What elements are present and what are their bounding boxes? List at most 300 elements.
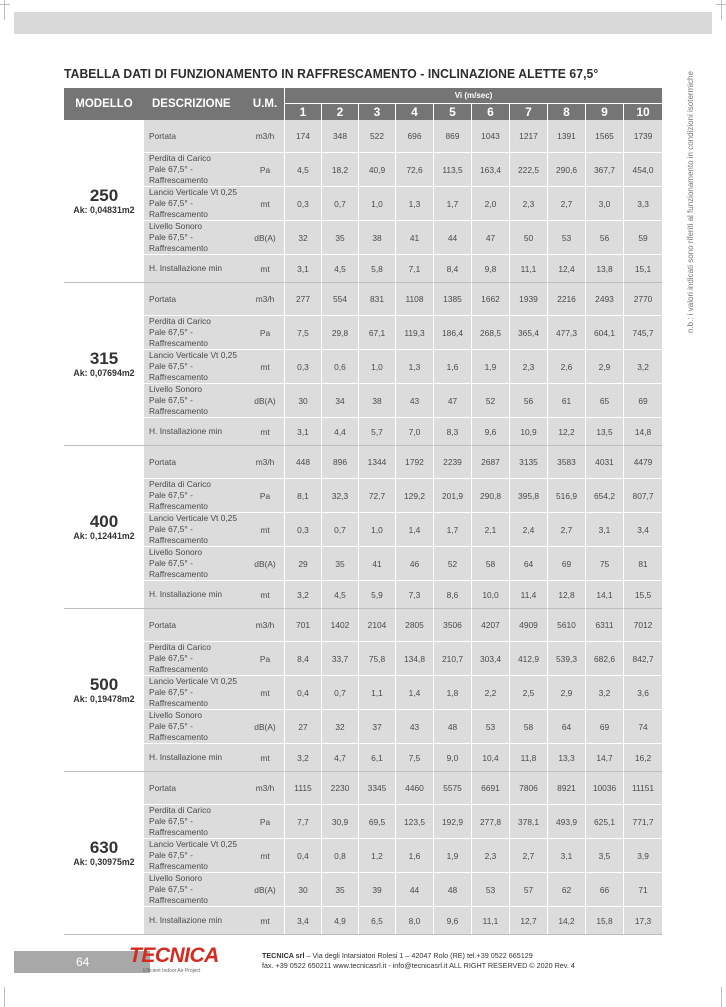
value-cell: 32	[284, 221, 321, 255]
value-cell: 69	[623, 384, 662, 418]
table-row	[64, 676, 662, 710]
row-unit: Pa	[246, 479, 284, 513]
value-cell: 1,6	[433, 350, 471, 384]
value-cell: 0,7	[321, 513, 358, 547]
value-cell: 2770	[623, 283, 662, 316]
value-cell: 13,8	[585, 255, 623, 283]
value-cell: 2493	[585, 283, 623, 316]
value-cell: 4909	[509, 609, 547, 642]
table-row	[64, 120, 662, 153]
value-cell: 1,1	[358, 676, 395, 710]
row-description	[144, 153, 246, 187]
value-cell: 66	[585, 873, 623, 907]
row-description-line2: Pale 67,5° - Raffrescamento	[149, 490, 208, 511]
value-cell: 64	[547, 710, 585, 744]
row-description-line1: Livello Sonoro	[149, 873, 203, 883]
value-cell: 0,7	[321, 676, 358, 710]
value-cell: 290,6	[547, 153, 585, 187]
value-cell: 53	[471, 710, 509, 744]
value-cell: 4,9	[321, 907, 358, 935]
row-description-line1: Livello Sonoro	[149, 547, 203, 557]
value-cell: 0,6	[321, 350, 358, 384]
model-name: 500	[89, 675, 119, 694]
header-vi: Vi (m/sec)	[284, 88, 662, 104]
header-col-1: 1	[284, 104, 321, 120]
value-cell: 2216	[547, 283, 585, 316]
table-row	[64, 316, 662, 350]
table-row	[64, 418, 662, 446]
row-description-line2: Pale 67,5° - Raffrescamento	[149, 395, 208, 416]
value-cell: 11151	[623, 772, 662, 805]
row-description-line1: Lancio Verticale Vt 0,25	[149, 839, 237, 849]
value-cell: 3135	[509, 446, 547, 479]
value-cell: 14,7	[585, 744, 623, 772]
value-cell: 3345	[358, 772, 395, 805]
value-cell: 3,1	[284, 255, 321, 283]
value-cell: 75	[585, 547, 623, 581]
value-cell: 53	[547, 221, 585, 255]
value-cell: 1391	[547, 120, 585, 153]
table-body	[64, 120, 662, 935]
value-cell: 9,6	[471, 418, 509, 446]
row-description-line1: Perdita di Carico	[149, 805, 211, 815]
value-cell: 3,9	[623, 839, 662, 873]
table-row	[64, 839, 662, 873]
value-cell: 33,7	[321, 642, 358, 676]
value-cell: 448	[284, 446, 321, 479]
value-cell: 3,2	[585, 676, 623, 710]
value-cell: 30,9	[321, 805, 358, 839]
value-cell: 1,0	[358, 350, 395, 384]
value-cell: 10,0	[471, 581, 509, 609]
value-cell: 32	[321, 710, 358, 744]
row-unit: mt	[246, 744, 284, 772]
row-description-line2: Pale 67,5° - Raffrescamento	[149, 327, 208, 348]
value-cell: 119,3	[395, 316, 433, 350]
value-cell: 539,3	[547, 642, 585, 676]
row-description-line1: Perdita di Carico	[149, 316, 211, 326]
value-cell: 454,0	[623, 153, 662, 187]
value-cell: 37	[358, 710, 395, 744]
value-cell: 12,7	[509, 907, 547, 935]
table-row	[64, 255, 662, 283]
row-unit: Pa	[246, 153, 284, 187]
row-unit: dB(A)	[246, 221, 284, 255]
row-description-line1: Lancio Verticale Vt 0,25	[149, 187, 237, 197]
value-cell: 7,0	[395, 418, 433, 446]
value-cell: 9,0	[433, 744, 471, 772]
model-name: 315	[89, 349, 119, 368]
model-ak: Ak: 0,07694m2	[73, 368, 135, 378]
value-cell: 65	[585, 384, 623, 418]
value-cell: 8,0	[395, 907, 433, 935]
value-cell: 163,4	[471, 153, 509, 187]
row-description-line1: Livello Sonoro	[149, 221, 203, 231]
row-unit: dB(A)	[246, 384, 284, 418]
value-cell: 35	[321, 547, 358, 581]
value-cell: 7,1	[395, 255, 433, 283]
row-description-line1: Portata	[149, 456, 177, 467]
value-cell: 61	[547, 384, 585, 418]
value-cell: 15,1	[623, 255, 662, 283]
row-description-line1: Portata	[149, 130, 177, 141]
value-cell: 38	[358, 221, 395, 255]
value-cell: 48	[433, 710, 471, 744]
header-col-10: 10	[623, 104, 662, 120]
model-cell	[64, 446, 144, 609]
value-cell: 12,4	[547, 255, 585, 283]
value-cell: 1,9	[433, 839, 471, 873]
value-cell: 74	[623, 710, 662, 744]
value-cell: 41	[395, 221, 433, 255]
value-cell: 3,6	[623, 676, 662, 710]
model-ak: Ak: 0,19478m2	[73, 694, 135, 704]
row-description	[144, 384, 246, 418]
page-title: TABELLA DATI DI FUNZIONAMENTO IN RAFFRESCAMENTO - INCLINAZIONE ALETTE 67,5°	[64, 66, 599, 81]
header-col-6: 6	[471, 104, 509, 120]
table-row	[64, 283, 662, 316]
value-cell: 64	[509, 547, 547, 581]
value-cell: 1,9	[471, 350, 509, 384]
value-cell: 13,3	[547, 744, 585, 772]
value-cell: 3,2	[623, 350, 662, 384]
value-cell: 367,7	[585, 153, 623, 187]
value-cell: 34	[321, 384, 358, 418]
value-cell: 2,7	[547, 187, 585, 221]
value-cell: 1344	[358, 446, 395, 479]
value-cell: 192,9	[433, 805, 471, 839]
value-cell: 3,0	[585, 187, 623, 221]
value-cell: 47	[471, 221, 509, 255]
value-cell: 1,7	[433, 187, 471, 221]
table-row	[64, 153, 662, 187]
value-cell: 1,4	[395, 513, 433, 547]
model-name: 250	[89, 186, 119, 205]
row-description-line1: Lancio Verticale Vt 0,25	[149, 676, 237, 686]
header-col-7: 7	[509, 104, 547, 120]
value-cell: 604,1	[585, 316, 623, 350]
crop-mark	[716, 4, 726, 5]
row-description-line1: Perdita di Carico	[149, 153, 211, 163]
table-row	[64, 873, 662, 907]
value-cell: 3,4	[623, 513, 662, 547]
value-cell: 6,5	[358, 907, 395, 935]
table-row	[64, 609, 662, 642]
row-description	[144, 316, 246, 350]
row-description	[144, 609, 246, 642]
value-cell: 842,7	[623, 642, 662, 676]
value-cell: 6,1	[358, 744, 395, 772]
value-cell: 210,7	[433, 642, 471, 676]
company-info	[262, 951, 575, 971]
row-description	[144, 676, 246, 710]
row-description-line1: H. Installazione min	[149, 263, 223, 273]
value-cell: 11,1	[471, 907, 509, 935]
value-cell: 10,9	[509, 418, 547, 446]
value-cell: 554	[321, 283, 358, 316]
value-cell: 807,7	[623, 479, 662, 513]
value-cell: 30	[284, 873, 321, 907]
value-cell: 2,2	[471, 676, 509, 710]
company-contacts: fax. +39 0522 650211 www.tecnicasrl.it - info@tecnicasrl.it ALL RIGHT RESERVED © 2020 Rev. 4	[262, 961, 575, 970]
table-row	[64, 479, 662, 513]
value-cell: 5610	[547, 609, 585, 642]
value-cell: 3,1	[284, 418, 321, 446]
row-description	[144, 221, 246, 255]
value-cell: 5575	[433, 772, 471, 805]
value-cell: 186,4	[433, 316, 471, 350]
value-cell: 625,1	[585, 805, 623, 839]
row-description	[144, 513, 246, 547]
logo-text: TECNICA	[129, 944, 219, 967]
table-row	[64, 744, 662, 772]
row-description-line1: H. Installazione min	[149, 752, 223, 762]
value-cell: 4,4	[321, 418, 358, 446]
row-description-line2: Pale 67,5° - Raffrescamento	[149, 558, 208, 579]
value-cell: 44	[395, 873, 433, 907]
value-cell: 59	[623, 221, 662, 255]
value-cell: 75,8	[358, 642, 395, 676]
value-cell: 1,8	[433, 676, 471, 710]
table-row	[64, 446, 662, 479]
value-cell: 1108	[395, 283, 433, 316]
row-description	[144, 446, 246, 479]
row-unit: dB(A)	[246, 710, 284, 744]
value-cell: 2,5	[509, 676, 547, 710]
row-description	[144, 255, 246, 283]
value-cell: 29,8	[321, 316, 358, 350]
model-ak: Ak: 0,04831m2	[73, 205, 135, 215]
value-cell: 6691	[471, 772, 509, 805]
value-cell: 13,5	[585, 418, 623, 446]
header-col-5: 5	[433, 104, 471, 120]
value-cell: 8,4	[433, 255, 471, 283]
row-description	[144, 187, 246, 221]
value-cell: 48	[433, 873, 471, 907]
value-cell: 40,9	[358, 153, 395, 187]
value-cell: 8,1	[284, 479, 321, 513]
value-cell: 4,5	[321, 581, 358, 609]
row-description-line1: Livello Sonoro	[149, 710, 203, 720]
value-cell: 39	[358, 873, 395, 907]
value-cell: 2,3	[471, 839, 509, 873]
value-cell: 1043	[471, 120, 509, 153]
value-cell: 17,3	[623, 907, 662, 935]
value-cell: 16,2	[623, 744, 662, 772]
value-cell: 53	[471, 873, 509, 907]
row-description	[144, 120, 246, 153]
value-cell: 27	[284, 710, 321, 744]
row-description-line2: Pale 67,5° - Raffrescamento	[149, 164, 208, 185]
value-cell: 4460	[395, 772, 433, 805]
row-description-line2: Pale 67,5° - Raffrescamento	[149, 721, 208, 742]
row-description	[144, 907, 246, 935]
value-cell: 58	[509, 710, 547, 744]
row-unit: m3/h	[246, 283, 284, 316]
row-description-line2: Pale 67,5° - Raffrescamento	[149, 232, 208, 253]
value-cell: 2805	[395, 609, 433, 642]
value-cell: 8,4	[284, 642, 321, 676]
value-cell: 1,0	[358, 187, 395, 221]
value-cell: 7,5	[395, 744, 433, 772]
table-row	[64, 513, 662, 547]
value-cell: 0,4	[284, 839, 321, 873]
value-cell: 47	[433, 384, 471, 418]
value-cell: 2104	[358, 609, 395, 642]
logo	[129, 945, 224, 974]
value-cell: 365,4	[509, 316, 547, 350]
row-unit: mt	[246, 676, 284, 710]
value-cell: 69	[585, 710, 623, 744]
model-name: 400	[89, 512, 119, 531]
row-description-line1: Lancio Verticale Vt 0,25	[149, 513, 237, 523]
row-description	[144, 744, 246, 772]
value-cell: 10,4	[471, 744, 509, 772]
model-cell	[64, 609, 144, 772]
value-cell: 2,7	[509, 839, 547, 873]
value-cell: 2239	[433, 446, 471, 479]
value-cell: 3,1	[547, 839, 585, 873]
value-cell: 477,3	[547, 316, 585, 350]
value-cell: 43	[395, 384, 433, 418]
value-cell: 32,3	[321, 479, 358, 513]
value-cell: 52	[433, 547, 471, 581]
value-cell: 771,7	[623, 805, 662, 839]
model-cell	[64, 772, 144, 935]
crop-mark	[721, 987, 722, 1007]
row-unit: mt	[246, 350, 284, 384]
crop-mark	[4, 987, 5, 1007]
row-unit: mt	[246, 418, 284, 446]
row-unit: m3/h	[246, 772, 284, 805]
value-cell: 0,4	[284, 676, 321, 710]
value-cell: 3,3	[623, 187, 662, 221]
row-description	[144, 418, 246, 446]
value-cell: 2,0	[471, 187, 509, 221]
page-number: 64	[76, 955, 90, 969]
top-bar	[14, 12, 712, 34]
value-cell: 29	[284, 547, 321, 581]
value-cell: 2230	[321, 772, 358, 805]
value-cell: 129,2	[395, 479, 433, 513]
value-cell: 5,8	[358, 255, 395, 283]
table-row	[64, 772, 662, 805]
value-cell: 277	[284, 283, 321, 316]
value-cell: 493,9	[547, 805, 585, 839]
value-cell: 1385	[433, 283, 471, 316]
side-note-text: n.b.: i valori indicati sono riferiti al funzionamento in condizioni isotermiche	[686, 71, 695, 333]
value-cell: 1,3	[395, 187, 433, 221]
row-description-line1: Lancio Verticale Vt 0,25	[149, 350, 237, 360]
row-description-line2: Pale 67,5° - Raffrescamento	[149, 884, 208, 905]
value-cell: 134,8	[395, 642, 433, 676]
value-cell: 2,4	[509, 513, 547, 547]
value-cell: 67,1	[358, 316, 395, 350]
value-cell: 2,9	[585, 350, 623, 384]
row-description	[144, 805, 246, 839]
row-unit: mt	[246, 187, 284, 221]
row-description	[144, 839, 246, 873]
value-cell: 1739	[623, 120, 662, 153]
value-cell: 3,2	[284, 581, 321, 609]
row-description-line2: Pale 67,5° - Raffrescamento	[149, 816, 208, 837]
value-cell: 4,5	[284, 153, 321, 187]
value-cell: 12,8	[547, 581, 585, 609]
row-unit: mt	[246, 581, 284, 609]
row-description-line1: Portata	[149, 293, 177, 304]
table-row	[64, 805, 662, 839]
value-cell: 5,7	[358, 418, 395, 446]
value-cell: 12,2	[547, 418, 585, 446]
company-name: TECNICA srl	[262, 951, 305, 960]
row-unit: mt	[246, 839, 284, 873]
row-description-line1: Perdita di Carico	[149, 642, 211, 652]
value-cell: 516,9	[547, 479, 585, 513]
row-description-line2: Pale 67,5° - Raffrescamento	[149, 361, 208, 382]
row-description-line2: Pale 67,5° - Raffrescamento	[149, 850, 208, 871]
row-description-line1: Perdita di Carico	[149, 479, 211, 489]
row-unit: m3/h	[246, 609, 284, 642]
value-cell: 1402	[321, 609, 358, 642]
value-cell: 8921	[547, 772, 585, 805]
row-unit: mt	[246, 513, 284, 547]
value-cell: 14,2	[547, 907, 585, 935]
table-row	[64, 221, 662, 255]
value-cell: 1,3	[395, 350, 433, 384]
value-cell: 9,6	[433, 907, 471, 935]
value-cell: 2,7	[547, 513, 585, 547]
row-unit: m3/h	[246, 120, 284, 153]
row-unit: dB(A)	[246, 547, 284, 581]
value-cell: 1,0	[358, 513, 395, 547]
value-cell: 72,7	[358, 479, 395, 513]
value-cell: 1939	[509, 283, 547, 316]
value-cell: 2687	[471, 446, 509, 479]
value-cell: 4207	[471, 609, 509, 642]
value-cell: 43	[395, 710, 433, 744]
value-cell: 50	[509, 221, 547, 255]
value-cell: 277,8	[471, 805, 509, 839]
row-description	[144, 547, 246, 581]
value-cell: 222,5	[509, 153, 547, 187]
table-row	[64, 187, 662, 221]
value-cell: 2,6	[547, 350, 585, 384]
value-cell: 1792	[395, 446, 433, 479]
row-description	[144, 581, 246, 609]
model-name: 630	[89, 838, 119, 857]
value-cell: 7,7	[284, 805, 321, 839]
value-cell: 378,1	[509, 805, 547, 839]
value-cell: 18,2	[321, 153, 358, 187]
value-cell: 8,3	[433, 418, 471, 446]
value-cell: 3,1	[585, 513, 623, 547]
value-cell: 3,4	[284, 907, 321, 935]
value-cell: 15,5	[623, 581, 662, 609]
row-unit: mt	[246, 907, 284, 935]
value-cell: 123,5	[395, 805, 433, 839]
value-cell: 1,4	[395, 676, 433, 710]
table-row	[64, 907, 662, 935]
value-cell: 57	[509, 873, 547, 907]
value-cell: 745,7	[623, 316, 662, 350]
crop-mark	[721, 0, 722, 20]
value-cell: 5,9	[358, 581, 395, 609]
value-cell: 11,1	[509, 255, 547, 283]
value-cell: 896	[321, 446, 358, 479]
value-cell: 4031	[585, 446, 623, 479]
row-unit: Pa	[246, 642, 284, 676]
row-description-line2: Pale 67,5° - Raffrescamento	[149, 687, 208, 708]
